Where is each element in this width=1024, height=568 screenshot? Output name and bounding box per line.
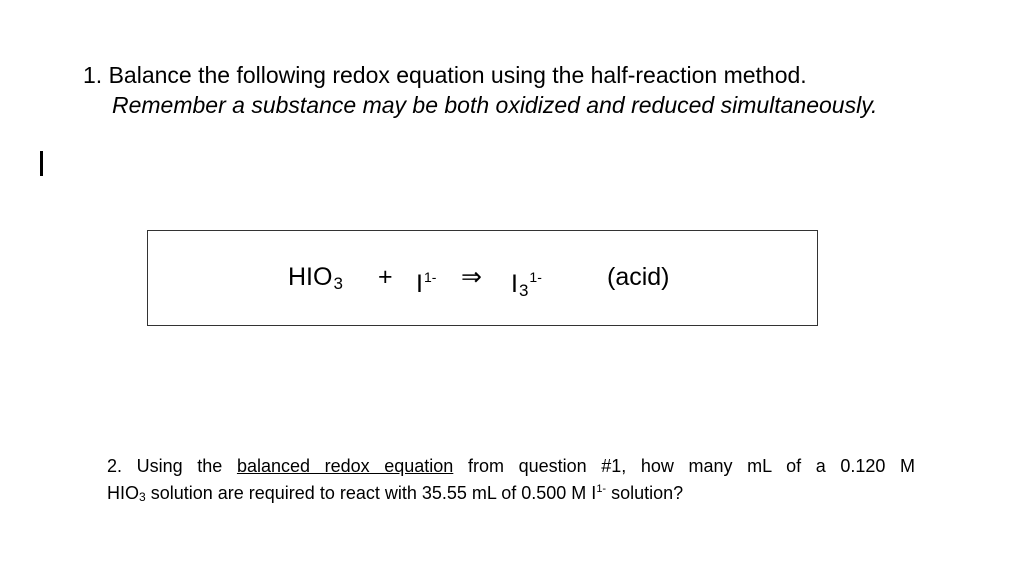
- reactant-hio3: [288, 262, 343, 299]
- text-cursor: [40, 151, 43, 176]
- question-2-line-2: [107, 478, 915, 509]
- product-subscript: 3: [518, 281, 529, 300]
- question-2: [107, 455, 915, 509]
- question-2-text-a: Using the: [136, 456, 223, 476]
- product-charge: 1-: [529, 269, 542, 285]
- plus-sign: +: [378, 263, 393, 291]
- reactant-iodide: [416, 262, 436, 299]
- reactant-2-formula: I: [416, 270, 423, 298]
- reactant-1-subscript: 3: [333, 274, 343, 293]
- question-2-text-c: solution are required to react with 35.55 mL of 0.500 M I: [150, 483, 597, 503]
- question-2-line-1: [107, 455, 915, 478]
- question-2-formula: HIO: [107, 483, 140, 503]
- question-2-number: 2.: [107, 456, 123, 476]
- question-1-instruction: Balance the following redox equation using the half-reaction method.: [108, 62, 807, 88]
- question-1: [83, 60, 877, 120]
- reaction-arrow: ⇒: [461, 263, 482, 291]
- product-triiodide: [511, 262, 542, 306]
- reactant-2-charge: 1-: [423, 269, 437, 285]
- product-formula: I: [511, 270, 518, 298]
- question-2-text-d: solution?: [611, 483, 684, 503]
- question-2-formula-subscript: 3: [139, 490, 146, 504]
- question-1-line-1: [83, 60, 877, 90]
- reaction-condition: (acid): [607, 263, 670, 291]
- equation-box: [147, 230, 818, 326]
- question-2-text-b: from question #1, how many mL of a 0.120 M: [467, 456, 915, 476]
- question-2-underlined-phrase: balanced redox equation: [236, 456, 454, 476]
- question-2-ion-charge: 1-: [596, 483, 607, 495]
- reactant-1-formula: HIO: [288, 263, 333, 291]
- question-1-hint: Remember a substance may be both oxidized and reduced simultaneously.: [112, 92, 878, 118]
- question-1-number: 1.: [83, 62, 103, 88]
